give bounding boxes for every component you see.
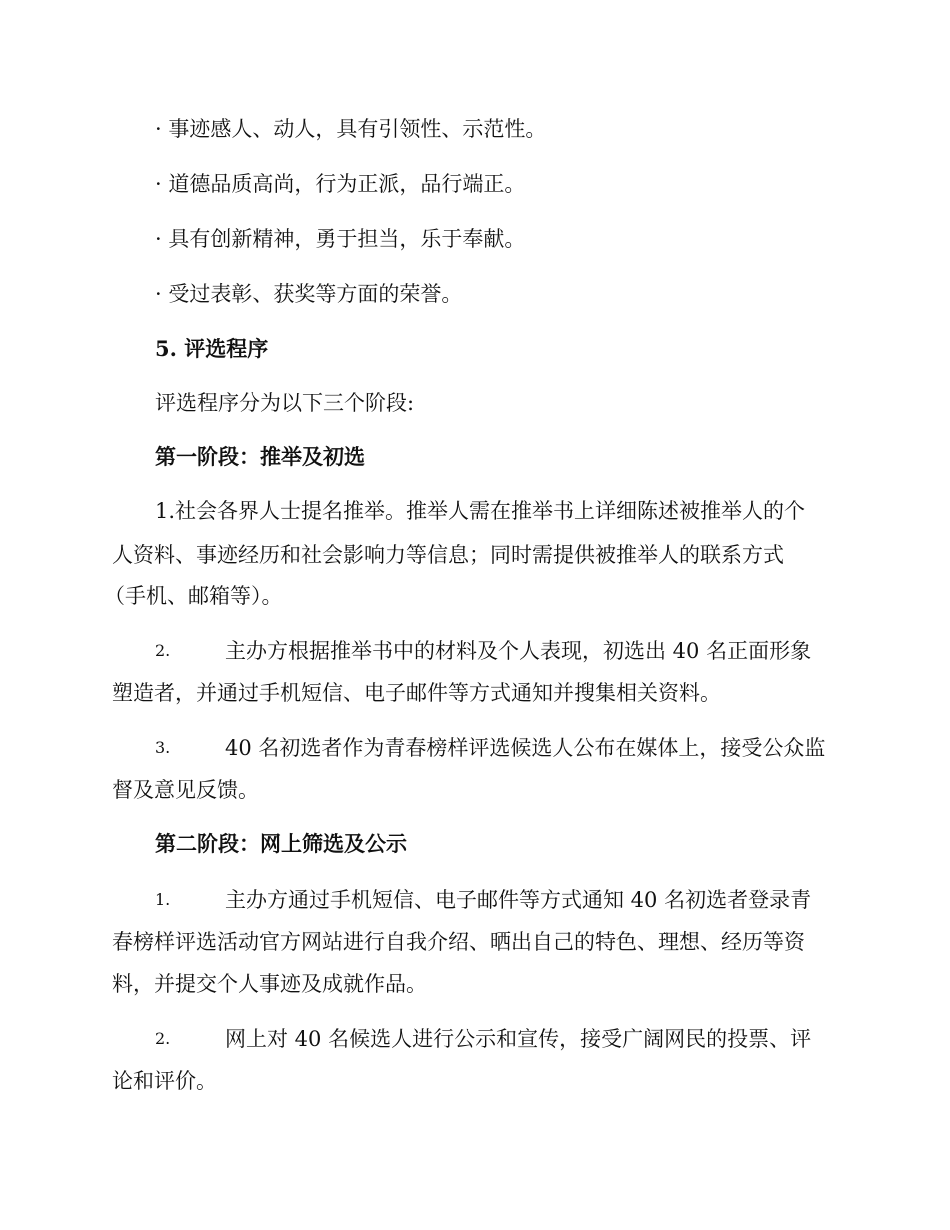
- paragraph-line: 论和评价。: [112, 1069, 217, 1093]
- criteria-item: · 道德品质高尚，行为正派，品行端正。: [155, 172, 526, 196]
- paragraph-line: 网上对 40 名候选人进行公示和宣传，接受广阔网民的投票、评: [225, 1027, 812, 1051]
- stage-heading: 第一阶段：推举及初选: [155, 444, 365, 469]
- paragraph-line: 塑造者，并通过手机短信、电子邮件等方式通知并搜集相关资料。: [112, 681, 721, 705]
- stage-heading: 第二阶段：网上筛选及公示: [155, 831, 407, 856]
- paragraph-line: 料，并提交个人事迹及成就作品。: [112, 972, 427, 996]
- paragraph-line: （手机、邮箱等）。: [104, 584, 283, 608]
- section-intro: 评选程序分为以下三个阶段:: [155, 391, 415, 415]
- paragraph-line: 督及意见反馈。: [112, 778, 259, 802]
- paragraph-line: 主办方根据推举书中的材料及个人表现，初选出 40 名正面形象: [225, 639, 812, 663]
- criteria-item: · 受过表彰、获奖等方面的荣誉。: [155, 282, 463, 306]
- paragraph-line: 人资料、事迹经历和社会影响力等信息；同时需提供被推举人的联系方式: [112, 543, 784, 567]
- list-number: 1.: [155, 890, 171, 909]
- criteria-item: · 事迹感人、动人，具有引领性、示范性。: [155, 117, 547, 141]
- list-number: 3.: [155, 738, 171, 757]
- paragraph-line: 1.社会各界人士提名推举。推举人需在推举书上详细陈述被推举人的个: [155, 499, 806, 523]
- list-number: 2.: [155, 1029, 171, 1048]
- list-number: 2.: [155, 641, 171, 660]
- criteria-item: · 具有创新精神，勇于担当，乐于奉献。: [155, 227, 526, 251]
- paragraph-line: 40 名初选者作为青春榜样评选候选人公布在媒体上，接受公众监: [225, 736, 826, 760]
- paragraph-line: 主办方通过手机短信、电子邮件等方式通知 40 名初选者登录青: [225, 888, 812, 912]
- paragraph-line: 春榜样评选活动官方网站进行自我介绍、晒出自己的特色、理想、经历等资: [112, 930, 805, 954]
- section-heading: 5. 评选程序: [155, 336, 269, 361]
